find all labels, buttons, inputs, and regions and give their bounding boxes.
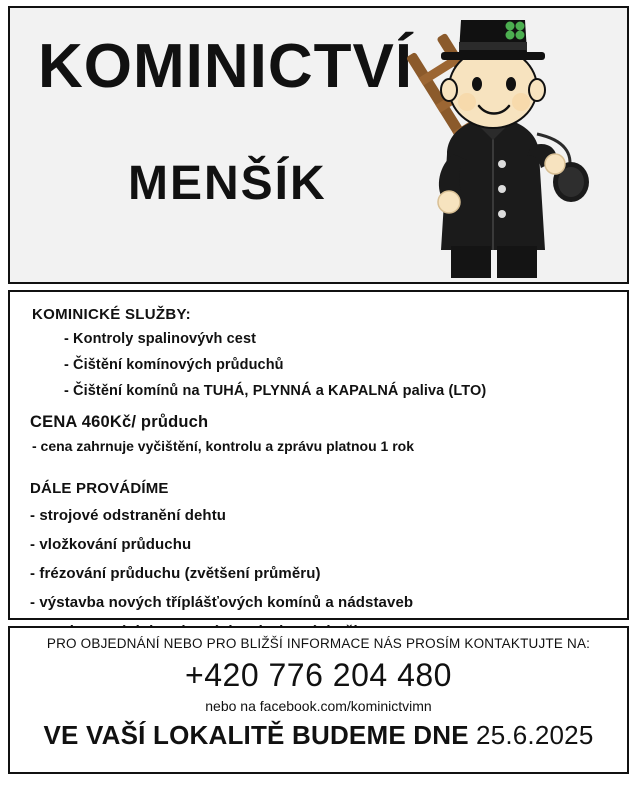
more-service-item: - výstavba nových tříplášťových komínů a nádstaveb [30,594,414,611]
more-service-item: - strojové odstranění dehtu [30,507,227,524]
locality-line [20,720,617,751]
page-title: KOMINICTVÍ [38,32,414,101]
services-heading: KOMINICKÉ SLUŽBY: [32,306,191,323]
services-box [8,290,629,620]
facebook-link[interactable]: nebo na facebook.com/kominictvimn [205,698,432,714]
more-services-heading: DÁLE PROVÁDÍME [30,480,169,497]
locality-date: 25.6.2025 [476,720,594,750]
page-subtitle: MENŠÍK [128,157,327,210]
service-item: - Čištění komínových průduchů [64,357,284,373]
service-item: - Čištění komínů na TUHÁ, PLYNNÁ a KAPALNÁ paliva (LTO) [64,383,487,399]
more-service-item: - vložkování průduchu [30,536,192,553]
locality-label: VE VAŠÍ LOKALITĚ BUDEME DNE [43,720,469,750]
price-note: - cena zahrnuje vyčištění, kontrolu a zprávu platnou 1 rok [32,438,414,454]
contact-box [8,626,629,774]
phone-number[interactable]: +420 776 204 480 [185,657,452,693]
price-line: CENA 460Kč/ průduch [30,413,209,431]
contact-intro: PRO OBJEDNÁNÍ NEBO PRO BLIŽŠÍ INFORMACE NÁS PROSÍM KONTAKTUJTE NA: [46,636,591,651]
header-box [8,6,629,284]
more-service-item: - frézování průduchu (zvětšení průměru) [30,565,321,582]
service-item: - Kontroly spalinovývh cest [64,331,257,347]
chimney-sweep-illustration [369,14,619,282]
